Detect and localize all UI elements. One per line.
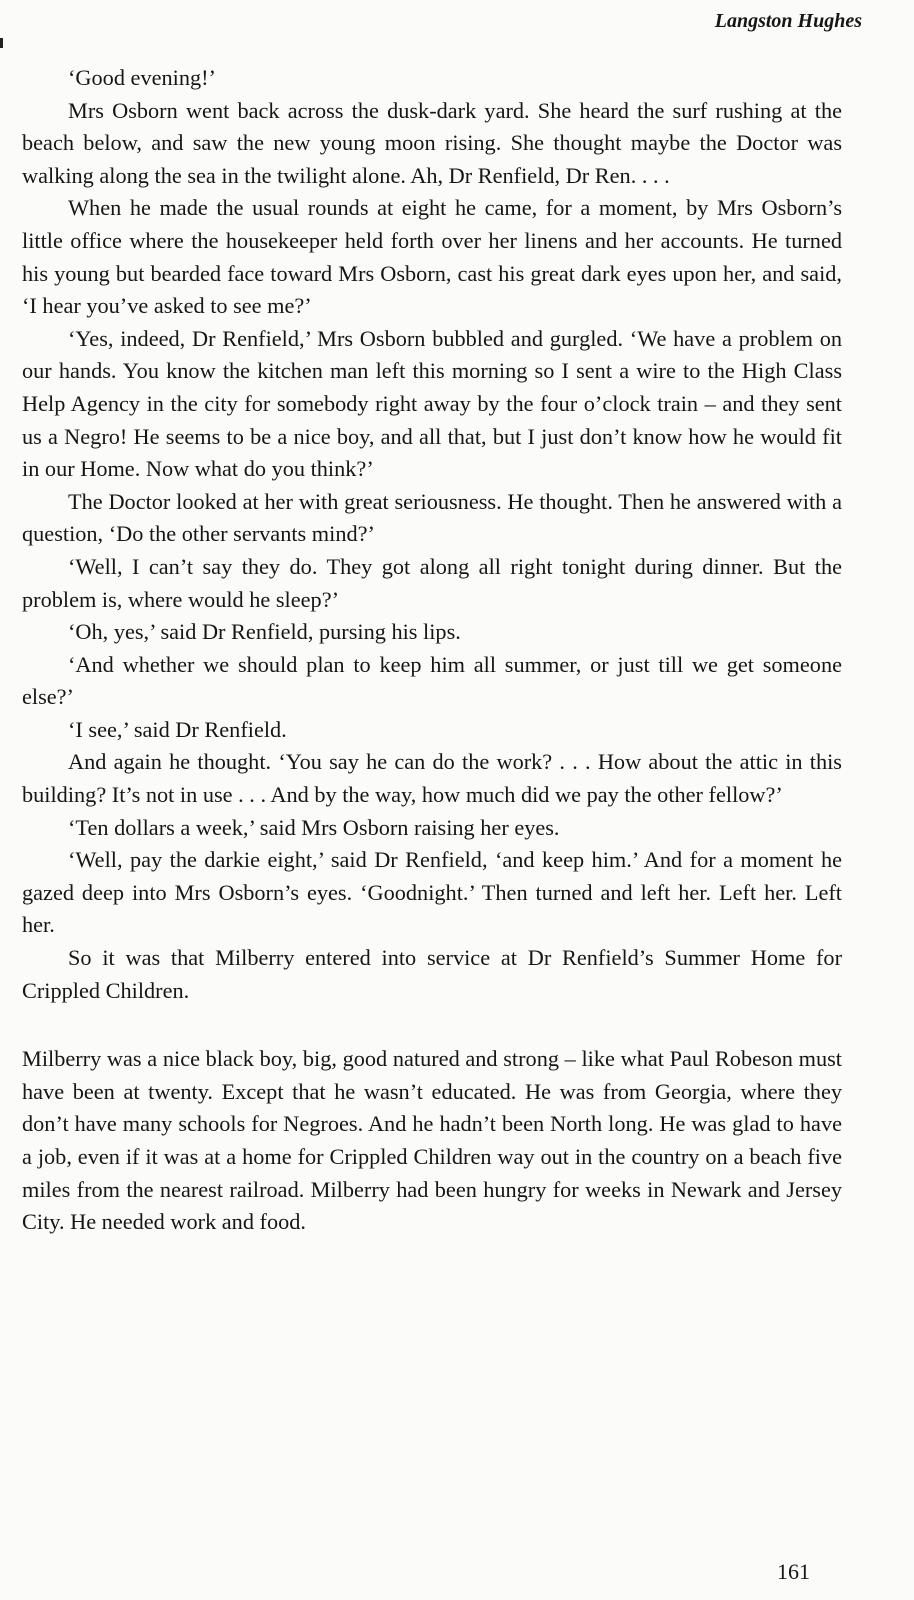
paragraph: ‘I see,’ said Dr Renfield. bbox=[68, 716, 287, 742]
paragraph: ‘Well, pay the darkie eight,’ said Dr Renfield, ‘and keep him.’ And for a moment he gazed deep into Mrs Osborn’s eyes. ‘Goodnight.’ Then turned and left her. Left her. Left her. bbox=[22, 847, 842, 938]
section-paragraph: Milberry was a nice black boy, big, good natured and strong – like what Paul Robeson must have been at twenty. Except that he wasn’t educated. He was from Georgia, where they don’t have many schools for Negroes. And he hadn’t been North long. He was glad to have a job, even if it was at a home for Crippled Children way out in the country on a beach five miles from the nearest railroad. Milberry had been hungry for weeks in Newark and Jersey City. He needed work and food. bbox=[22, 1046, 842, 1235]
paragraph: ‘Well, I can’t say they do. They got along all right tonight during dinner. But the problem is, where would he sleep?’ bbox=[22, 553, 842, 612]
scan-mark bbox=[0, 38, 3, 48]
paragraph: And again he thought. ‘You say he can do the work? . . . How about the attic in this building? It’s not in use . . . And by the way, how much did we pay the other fellow?’ bbox=[22, 749, 842, 808]
paragraph: When he made the usual rounds at eight he came, for a moment, by Mrs Osborn’s little office where the housekeeper held forth over her linens and her accounts. He turned his young but bearded face toward Mrs Osborn, cast his great dark eyes upon her, and said, ‘I hear you’ve asked to see me?’ bbox=[22, 195, 842, 319]
paragraph: ‘And whether we should plan to keep him all summer, or just till we get someone else?’ bbox=[22, 651, 842, 710]
running-head: Langston Hughes bbox=[714, 10, 862, 32]
paragraph: ‘Ten dollars a week,’ said Mrs Osborn raising her eyes. bbox=[68, 814, 560, 840]
page-number: 161 bbox=[777, 1559, 810, 1584]
story-text bbox=[22, 62, 842, 1239]
paragraph: So it was that Milberry entered into service at Dr Renfield’s Summer Home for Crippled Children. bbox=[22, 945, 842, 1003]
paragraph: ‘Yes, indeed, Dr Renfield,’ Mrs Osborn bubbled and gurgled. ‘We have a problem on our hands. You know the kitchen man left this morning so I sent a wire to the High Class Help Agency in the city for somebody right away by the four o’clock train – and they sent us a Negro! He seems to be a nice boy, and all that, but I just don’t know how he would fit in our Home. Now what do you think?’ bbox=[22, 325, 842, 482]
paragraph: ‘Good evening!’ bbox=[68, 65, 216, 90]
paragraph: ‘Oh, yes,’ said Dr Renfield, pursing his lips. bbox=[68, 619, 461, 645]
paragraph: The Doctor looked at her with great seriousness. He thought. Then he answered with a question, ‘Do the other servants mind?’ bbox=[22, 488, 842, 547]
paragraph: Mrs Osborn went back across the dusk-dark yard. She heard the surf rushing at the beach below, and saw the new young moon rising. She thought maybe the Doctor was walking along the sea in the twilight alone. Ah, Dr Renfield, Dr Ren. . . . bbox=[22, 97, 842, 188]
